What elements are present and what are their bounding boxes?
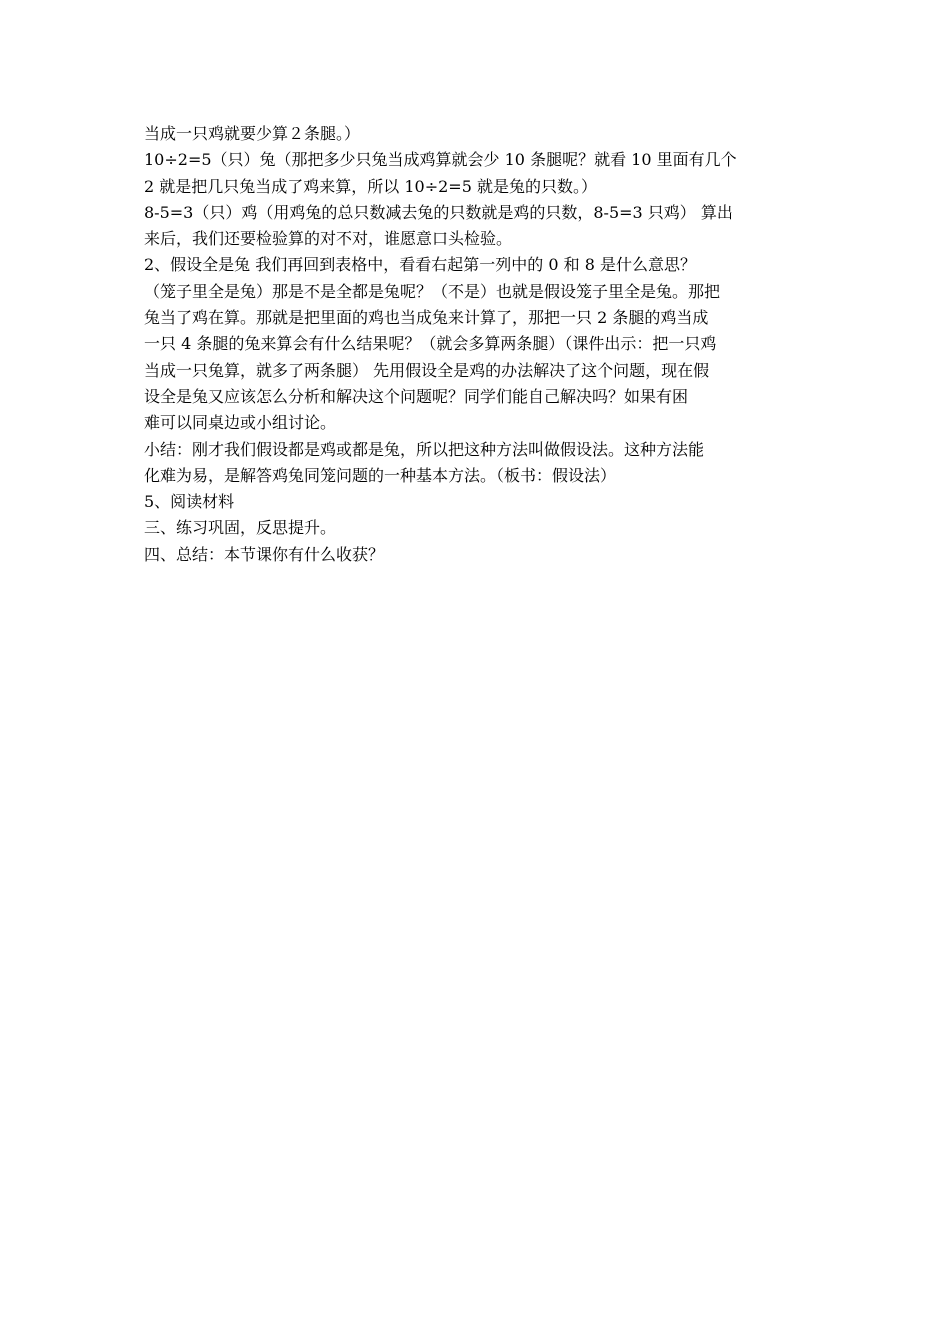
text-line: 2、假设全是兔 我们再回到表格中，看看右起第一列中的 0 和 8 是什么意思？ [144, 255, 696, 275]
text-line: 兔当了鸡在算。那就是把里面的鸡也当成兔来计算了，那把一只 2 条腿的鸡当成 [144, 308, 709, 328]
text-line: 2 就是把几只兔当成了鸡来算，所以 10÷2=5 就是兔的只数。） [144, 176, 597, 196]
section-heading: 三、练习巩固，反思提升。 [144, 518, 337, 538]
text-line: （笼子里全是兔）那是不是全都是兔呢？（不是）也就是假设笼子里全是兔。那把 [144, 281, 721, 301]
text-line: 10÷2=5（只）兔（那把多少只兔当成鸡算就会少 10 条腿呢？就看 10 里面有几个 [144, 150, 737, 170]
summary-line: 化难为易，是解答鸡兔同笼问题的一种基本方法。（板书：假设法） [144, 465, 617, 485]
section-heading: 5、阅读材料 [144, 492, 235, 512]
section-heading: 四、总结：本节课你有什么收获？ [144, 544, 385, 564]
text-line: 当成一只兔算，就多了两条腿） 先用假设全是鸡的办法解决了这个问题，现在假 [144, 360, 710, 380]
text-line: 来后，我们还要检验算的对不对，谁愿意口头检验。 [144, 229, 513, 249]
text-line: 设全是兔又应该怎么分析和解决这个问题呢？同学们能自己解决吗？如果有困 [144, 386, 689, 406]
text-line: 一只 4 条腿的兔来算会有什么结果呢？（就会多算两条腿）（课件出示：把一只鸡 [144, 334, 717, 354]
text-line: 当成一只鸡就要少算２条腿。） [144, 124, 361, 143]
text-line: 8-5=3（只）鸡（用鸡兔的总只数减去兔的只数就是鸡的只数，8-5=3 只鸡） 算出 [144, 202, 733, 222]
document-body [144, 121, 814, 568]
text-line: 难可以同桌边或小组讨论。 [144, 413, 337, 433]
summary-line: 小结：刚才我们假设都是鸡或都是兔，所以把这种方法叫做假设法。这种方法能 [144, 439, 705, 459]
